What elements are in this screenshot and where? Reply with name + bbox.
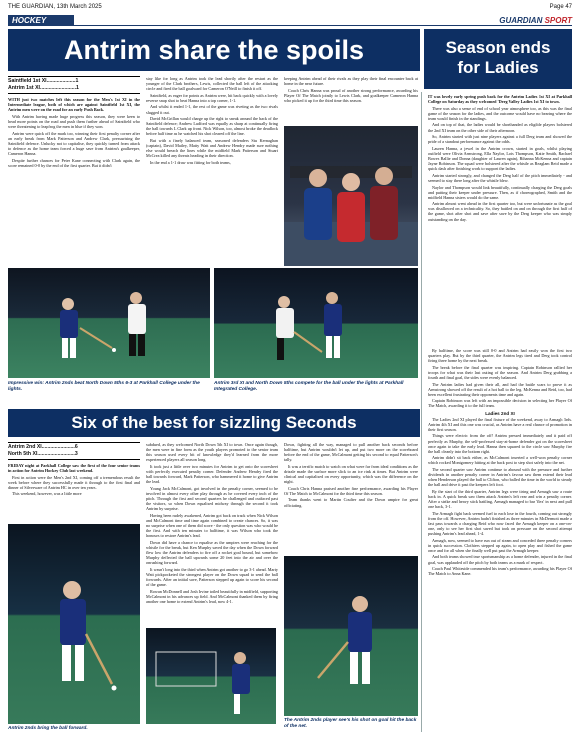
story2-photo-goal	[284, 556, 418, 716]
story2-para: It wasn't long into the third when Antrim got another to go 3-1 ahead. Marty Watt pickpocketed the strongest player on the Down squad to send the ball forwards. After an initial save, Patterson stepped up again to score his second of the game.	[146, 566, 278, 587]
page-header	[8, 4, 572, 14]
story2-para: It took just a little over two minutes for Antrim to get onto the scoresheet with perfectly executed penalty corner. Defender Andrew Hendry fired the ball towards forward, Mark Patterson, who hammered it home to give Antrim the lead.	[146, 463, 278, 485]
sidebar-headline	[424, 29, 572, 89]
story2-photo-left-illustration	[8, 524, 140, 724]
story2-score-home: Antrim 2nd XI.......................6	[8, 444, 78, 450]
story1-team-photo	[284, 126, 418, 266]
story2-column-2	[146, 442, 278, 626]
sidebar-para: By the start of the third quarter, Antrim legs were tiring and Armagh saw a route back in. A quick break saw them attack Antrim's left rear and win a penalty corner. After a strike and heavy stick battling, Armagh managed to bar 'flex' in next and pull one back, 3-1.	[428, 488, 572, 510]
sidebar-para: There was also a sense of end of school year atmosphere too, as this was the final game of the season for the ladies, and the outcome would have no bearing where the team would finish in the standings.	[428, 105, 572, 121]
column-rule	[421, 92, 422, 732]
story2-para: Down, fighting all the way, managed to pull another back seconds before halftime, but Antrim wouldn't let up, and put two more on the scoreboard before the end of the game, McCalmont getting his second to equal Patterson's tally.	[284, 442, 418, 463]
sidebar-para: The Ladies 2nd XI played the final fixture of the weekend, away to Armagh 3rds. Antrim 4th XI and this one was crucial, as Antrim have a real chance of promotion in their first season.	[428, 416, 572, 432]
story1-para: Despite further chances for Peter Kane connecting with Clark again, the score remained 0-0 by the end of the first quarter. But it didn't	[8, 157, 140, 168]
story1-scoreline	[8, 76, 140, 94]
story2-photo-left	[8, 524, 140, 724]
story1-score-home: Saintfield 1st XI....................1	[8, 78, 79, 84]
section-tag-hockey: HOCKEY	[8, 15, 74, 26]
story2-para: First in action were the Men's 2nd XI, coming off a tremendous result the week before where they successfully made it through to the first final and dinner of Silverware of Antrim HC in over ten years.	[8, 474, 140, 490]
story1-para: In the end a 1-1 draw was fitting for both teams,	[150, 159, 231, 165]
story2-para: This weekend, however, was a little more	[12, 491, 82, 497]
sidebar-para: Armagh, now, seemed to have run out of steam and conceded three penalty corners in quick succession. Clothiers stepped up again, to open play and fished the game once and for all when she finally well put past the Armagh keeper.	[428, 537, 572, 553]
sidebar-para: Coach Paul Whiteside commended his team's performance, awarding his Player Of The Match to Anna Kane.	[428, 566, 572, 577]
story2-caption-left: Antrim 2nds bring the ball forward.	[8, 726, 88, 731]
sidebar-para: Naylor and Thompson would link beautifully, continually charging the Derg goals and putting their keeper under pressure. Then, as if choreographed, Smith and the midfield Hanna sisters would do the same.	[428, 184, 572, 200]
story1-para: But with a finely balanced team, seasoned defenders Stu Kernaghan (captain), David Mailey, Matty Watt and Andrew Hendry made sure nothing else would breach the lines while the midfield Mark Patterson and Stuart McCrea killed any threats heading in their direction.	[146, 138, 278, 159]
page-number: Page 47	[549, 4, 572, 10]
story2-para: Down did have a chance to equalise as the umpires were reaching for the whistle for the break, but Ken Murphy saved the day when the Down forward flew low the Antrim defenders to fire off a rocket goal bound, but somehow Murphy deflected the ball upwards some 20 feet into the air and over the onrushing forward.	[146, 539, 278, 566]
story1-column-3	[284, 76, 418, 124]
story2-score-away: North 5th XI..........................3	[8, 451, 78, 457]
story2-para: Having been rudely awakened, Antrim got back on track when Nick Wilson and McCalmont time and time again combined to create chances. So, it was no surprise when one of them did score - the only question was who would be the first. And with ten minutes to halftime, it was Wilson who took the honours to restore Antrim's lead.	[146, 512, 278, 539]
action-photo-players-illustration	[8, 268, 210, 378]
sidebar-column-b	[428, 348, 572, 733]
sidebar-headline-line2: for Ladies	[457, 58, 539, 77]
sidebar-para: IT was lovely early spring push back for the Antrim Ladies 1st XI at Parkhall College on Saturday as they welcomed 'Derg Valley Ladies 1st XI to town.	[428, 94, 572, 105]
story1-para: And whilst it ended 1-1, the rest of the game was riveting as the two rivals slugged it out.	[146, 104, 278, 115]
story2-photo-right	[146, 628, 276, 724]
story1-para: keeping Antrim ahead of their rivals as they play their final encounter back at home in the near future.	[284, 76, 418, 87]
sidebar-para: And on top of that, the ladies would be shorthanded as eligible players bolstered the 2nd XI team on the other side of their afternoon.	[428, 122, 572, 133]
sidebar-para: And both teams showed true sportsmanship as a home defender, injured in the final goal, was applauded off the pitch by both teams as a mark of respect.	[428, 554, 572, 565]
story1-caption-left: Impressive win: Antrim 2nds beat North Down 5ths 6-3 at Parkhall College under the lights.	[8, 381, 200, 392]
sidebar-para: The Antrim ladies had given their all, and had the battle scars to prove it as Armstrong showed off the result of a hot ball to the leg. McKenna and Reid, too, had been excellent frustrating their opponents time and again.	[428, 381, 572, 397]
sport-tag-sport: SPORT	[544, 16, 572, 25]
sidebar-para: The second quarter saw Antrim continue to abound with the pressure and further dividends in another penalty corner in Antrim's favour saw them extend their lead when Henderson played the ball to Clifton, who balled the time in the world to steady the ball and drive it past the keepers left foot.	[428, 466, 572, 488]
story1-action-photo-right	[214, 268, 418, 378]
story2-para: It was a terrific match to watch on what were far from ideal conditions as the drizzle made the surface more slick to an ice rink at times. But Antrim were clinical and capitalised on every opportunity, which was the difference on the night.	[284, 463, 418, 485]
sidebar-para: So, Antrim started with just nine players against a full Derg team and showed the pride of a standout performance against the odds.	[428, 134, 572, 145]
sidebar-para: By halftime, the score was still 0-0 and Antrim had easily won the first two quarters play. But by the third quarter, the Antrim legs tired and Derg took control firing three home by the next break.	[428, 348, 572, 364]
sidebar-para: Captain Robinson was left with an impossible decision in selecting her Player Of The Match, awarding it to the full team.	[428, 398, 572, 409]
story2-caption-right: The Antrim 2nds player see's his shot on goal hit the back of the net.	[284, 718, 417, 729]
story2-para: subdued, as they welcomed North Down 5th XI to town. Once again though, the men were in fine form as the youth players promoted to the senior team this season used every bit of knowledge they'd learned from the more experienced players all season long.	[146, 442, 278, 463]
story2-para: FRIDAY night at Parkhall College saw the first of the four senior teams in action for Antrim Hockey Club last weekend.	[8, 463, 140, 474]
story1-headline: Antrim share the spoils	[8, 29, 420, 71]
sidebar-para: Lauren Hanna, a jewel in the Antrim crown, started in goals, whilst playing outfield were Olivia Armstrong, Ella Naylor, Lois Thompson, Katie Smith, Rachael Bowes Ballie and Donna (daughter of Lauren again), Rihanna McKenna and captain Jayne Robinson. The squad were bolstered after the whistle as Reaglam Reid made a quick dash after finishing work to support the ladies.	[428, 145, 572, 172]
team-photo-figure-illustration	[284, 126, 418, 266]
story1-para: With Antrim having made huge progress this season, they were keen to head more points on the road and push them further ahead of Saintfield who were threatening to leapfrog the men in blue if they won.	[8, 113, 140, 129]
sidebar-para: The break before the final quarter was inspiring. Captain Robinson rallied her troops for what was their last outing of the season. And Antrim Derg grabbing a fourth and final goal, the sides were evenly balanced.	[428, 364, 572, 380]
story2-para: Rowan McDonnell and Josh Irvine toiled beautifully in midfield, supporting McCalmont in his advances up field. And McCalmont thanked them by firing another one home to extend Antrim's lead, now 4-1.	[146, 588, 278, 604]
story1-caption-right: Antrim 3rd XI and North Down 5ths compete for the ball under the lights at Parkhall Integrated College.	[214, 381, 404, 392]
story1-para: Coach Chris Hanna was proud of another strong performance, awarding his Player Of The Match jointly to Lewis Clark, and goalkeeper Cameron Hanna who picked it up for the third time this season.	[284, 87, 418, 103]
section-tag-sport	[499, 15, 572, 26]
story2-para: Coach Chris Hanna praised another fine performance, awarding his Player Of The Match to McCalmont for the third time this season.	[284, 485, 418, 496]
story1-para: Saintfield, as eager for points as Antrim were, hit back quickly with a lovely reverse snap shot to beat Hanna into a top corner, 1-1.	[146, 92, 278, 103]
story2-scoreline	[8, 442, 140, 460]
action-photo-contest-illustration	[214, 268, 418, 378]
sidebar-para: The Armagh fight back seemed fuel to each lose in the fourth, coming out strongly from the off. However, Antrim hadn't finished as three minutes in McDermott made a fast pass towards a charging Reid who now faced the Armagh keeper on a one-on-one, only to see her first shot saved but took on pressure on the second attempt pushing Antrim's lead ahead, 1-4.	[428, 510, 572, 537]
story1-column-1	[8, 76, 140, 266]
story2-para: Young Jack McCalmont, got involved in the penalty corner, seemed to be involved in almost every other play through as he covered every inch of the pitch. Through the first and second quarters he challenged and outfaced past the visitors, so when Down equalised midway through the second it took Antrim by surprise.	[146, 485, 278, 512]
story1-para: stay like for long as Antrim took the lead shortly after the restart as the younger of the Clark brothers, Lewis, collected the ball left of the attacking circle and fired the ball goalward for Cameron O'Neill to finish it off.	[146, 76, 278, 92]
story2-photo-right-illustration	[146, 628, 276, 724]
sidebar-para: Things were electric from the off! Antrim pressed immediately and it paid off perfectly as Murphy, the self-professed stay-at-home defender got on the scoresheet once again to take the early lead. Hanna then squared to the circle saw Murphy fire the ball cleanly into the bottom right.	[428, 433, 572, 454]
story2-headline: Six of the best for sizzling Seconds	[8, 409, 420, 437]
story1-column-2	[146, 76, 278, 266]
story1-action-photo-left	[8, 268, 210, 378]
story2-photo-goal-illustration	[284, 556, 418, 716]
story1-para: David McGrillan would charge up the right to sneak around the back of the Saintfield defence; Andrew Ludford was equally as sharp at continually firing the ball towards L Clark up front. Nick Wilson, too, almost broke the deadlock before half time as he watched his shot cleared off the line.	[146, 116, 278, 137]
sidebar-para: Antrim started strongly, and changed the Derg half of the pitch immediately - and seemed to stay there long after the whistle blew.	[428, 172, 572, 183]
story1-para: WITH just two matches left this season for the Men's 1st XI in the Intermediate league, both of which are against Saintfield 1st XI, the Antrim men were on the road for an early Push Back.	[8, 97, 140, 113]
story1-para: Antrim were quick off the mark too, winning their first penalty corner after an early break from Mark Patterson and Andrew Clark, pressurising the Saintfield defence. Unlucky not to capitalise, they quickly turned from attack to defence as the home team forced a huge save from Antrim's goalkeeper, Cameron Hanna.	[8, 130, 140, 156]
story2-column-3	[284, 442, 418, 554]
sidebar-para: Antrim didn't sit back either, as McCalmont inserted a well-won penalty corner which rocked Montgomery hitting at the back post to step shot safely into the net.	[428, 455, 572, 466]
sidebar-column-a	[428, 94, 572, 346]
section-bar	[8, 15, 572, 26]
story2-column-1	[8, 442, 140, 522]
story1-score-away: Antrim 1st XI.........................1	[8, 85, 79, 91]
story2-para: Team thanks went to Martin Coulter and the Down umpire for great officiating.	[284, 497, 418, 508]
sport-tag-guardian: GUARDIAN	[499, 16, 543, 25]
sidebar-subhead: Ladies 2nd XI	[485, 410, 515, 416]
sidebar-para: Antrim almost went ahead in the first quarter too, but were unfortunate as the goal was disallowed on a technicality. So, they battled on and on through the first half of the game, shot after shot and save after save by the Derg keeper who was simply outstanding on the day.	[428, 201, 572, 222]
paper-dateline: THE GUARDIAN, 13th March 2025	[8, 4, 102, 10]
sidebar-headline-line1: Season ends	[445, 38, 551, 57]
